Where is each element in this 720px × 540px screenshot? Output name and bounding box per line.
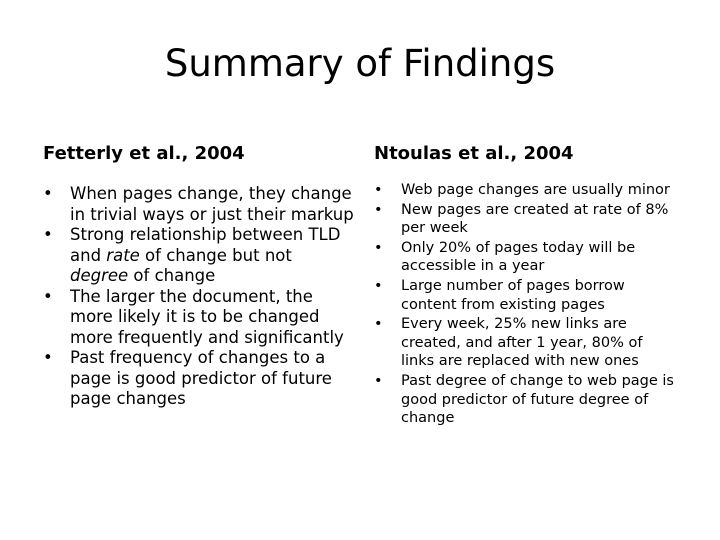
bullet-text: Large number of pages borrow content from existing pages xyxy=(401,277,625,313)
right-column-heading: Ntoulas et al., 2004 xyxy=(374,143,574,164)
left-bullet-list xyxy=(43,184,355,410)
bullet-icon: • xyxy=(43,286,53,306)
slide-title: Summary of Findings xyxy=(164,42,556,85)
bullet-icon: • xyxy=(43,348,53,367)
bullet-text: Only 20% of pages today will be accessible in a year xyxy=(401,239,636,275)
right-bullet-list xyxy=(374,181,674,428)
bullet-icon: • xyxy=(374,182,383,198)
bullet-icon: • xyxy=(43,225,53,244)
bullet-item xyxy=(374,277,674,314)
bullet-item xyxy=(374,181,674,200)
bullet-text: The larger the document, the more likely it is to be changed more frequently and significantly xyxy=(70,286,344,347)
bullet-icon: • xyxy=(374,201,383,218)
left-column xyxy=(43,143,355,410)
bullet-text: New pages are created at rate of 8% per week xyxy=(401,201,669,237)
bullet-text: Past degree of change to web page is good predictor of future degree of change xyxy=(401,372,674,427)
right-column xyxy=(374,143,674,429)
bullet-text: Strong relationship between TLD and rate of change but not degree of change xyxy=(70,225,341,285)
bullet-item xyxy=(43,287,355,349)
bullet-item xyxy=(43,184,355,225)
bullet-item xyxy=(43,348,355,410)
bullet-text: Every week, 25% new links are created, and after 1 year, 80% of links are replaced with new ones xyxy=(401,316,643,370)
bullet-icon: • xyxy=(374,316,383,333)
bullet-item xyxy=(374,372,674,428)
left-column-heading: Fetterly et al., 2004 xyxy=(43,143,245,164)
bullet-item xyxy=(374,239,674,276)
bullet-item xyxy=(374,201,674,238)
bullet-icon: • xyxy=(374,372,383,389)
bullet-icon: • xyxy=(43,184,53,203)
bullet-icon: • xyxy=(374,239,383,256)
bullet-text: Past frequency of changes to a page is good predictor of future page changes xyxy=(70,348,332,408)
bullet-item xyxy=(374,315,674,371)
bullet-icon: • xyxy=(374,277,383,294)
bullet-text: When pages change, they change in trivial ways or just their markup xyxy=(70,184,354,224)
bullet-item xyxy=(43,225,355,287)
bullet-text: Web page changes are usually minor xyxy=(401,182,670,198)
